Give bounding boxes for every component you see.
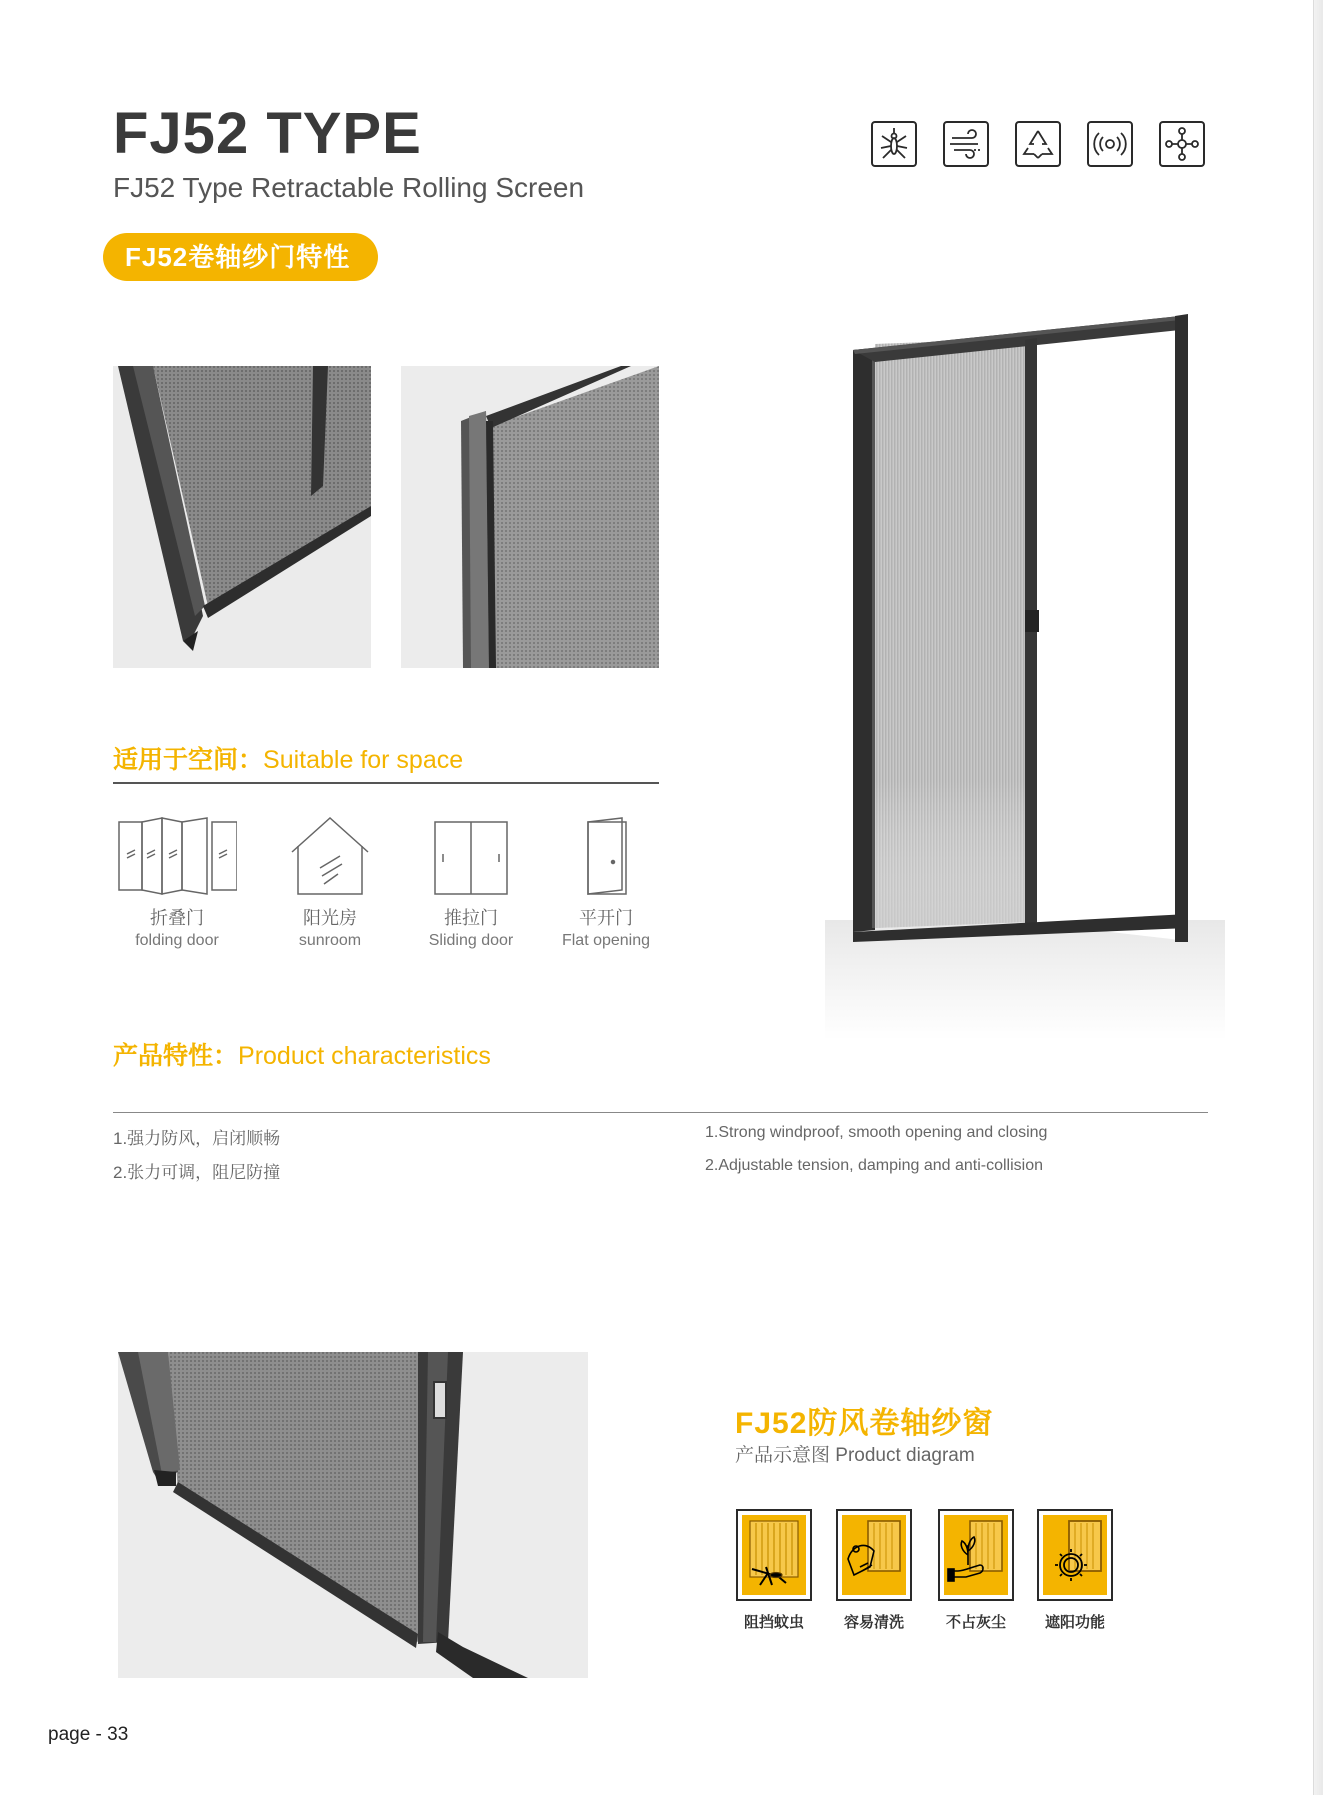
easy-clean-icon	[842, 1515, 906, 1595]
product-photo-corner	[113, 366, 371, 668]
flat-opening-door-icon	[546, 816, 666, 896]
block-mosquito-icon	[742, 1515, 806, 1595]
space-item-sunroom	[270, 816, 390, 950]
folding-door-icon	[117, 816, 237, 896]
door-product-image	[825, 300, 1225, 1040]
feature-en-1: 1.Strong windproof, smooth opening and closing	[705, 1124, 1048, 1141]
suitable-heading-zh: 适用于空间：	[113, 746, 264, 774]
mosquito-icon	[871, 121, 917, 167]
feature-label: 阻挡蚊虫	[743, 1614, 804, 1631]
dust-free-icon	[944, 1515, 1008, 1595]
space-label-en: Flat opening	[561, 932, 651, 949]
feature-badge: FJ52卷轴纱门特性	[103, 233, 378, 281]
space-label-en: sunroom	[298, 932, 362, 949]
suitable-divider	[113, 782, 659, 784]
suitable-heading	[113, 740, 463, 776]
space-label-zh: 推拉门	[444, 908, 498, 928]
recycle-icon	[1015, 121, 1061, 167]
space-item-sliding-door	[411, 816, 531, 950]
wind-icon	[943, 121, 989, 167]
sunshade-icon	[1043, 1515, 1107, 1595]
page-title: FJ52 TYPE	[113, 101, 422, 166]
feature-label: 容易清洗	[843, 1614, 904, 1631]
space-label-zh: 折叠门	[150, 908, 204, 928]
characteristics-divider	[113, 1112, 1208, 1113]
feature-label: 遮阳功能	[1044, 1614, 1105, 1631]
feature-dust-free	[938, 1509, 1014, 1632]
space-label-zh: 阳光房	[303, 908, 357, 928]
diagram-subtitle: 产品示意图 Product diagram	[735, 1445, 975, 1466]
space-label-en: folding door	[135, 932, 219, 949]
feature-easy-clean	[836, 1509, 912, 1632]
characteristics-heading-zh: 产品特性：	[113, 1042, 239, 1070]
connection-icon	[1159, 121, 1205, 167]
space-label-en: Sliding door	[428, 932, 514, 949]
suitable-heading-en: Suitable for space	[263, 746, 464, 774]
page-edge-line	[1313, 0, 1314, 1795]
feature-label: 不占灰尘	[945, 1614, 1006, 1631]
space-item-folding-door	[117, 816, 237, 950]
page-number: page - 33	[48, 1724, 129, 1745]
feature-zh-1: 1.强力防风，启闭顺畅	[113, 1129, 281, 1148]
product-photo-frame-detail	[118, 1352, 588, 1678]
sound-wave-icon	[1087, 121, 1133, 167]
page-subtitle: FJ52 Type Retractable Rolling Screen	[113, 172, 585, 203]
feature-block-mosquito	[736, 1509, 812, 1632]
product-photo-top	[401, 366, 659, 668]
characteristics-heading-en: Product characteristics	[238, 1042, 491, 1070]
page-edge-shadow	[1313, 0, 1323, 1795]
diagram-title: FJ52防风卷轴纱窗	[735, 1407, 994, 1440]
sliding-door-icon	[411, 816, 531, 896]
feature-zh-2: 2.张力可调，阻尼防撞	[113, 1163, 281, 1182]
space-item-flat-opening	[546, 816, 666, 950]
characteristics-heading	[113, 1036, 491, 1072]
feature-icon-row	[871, 121, 1205, 167]
space-label-zh: 平开门	[579, 908, 633, 928]
feature-en-2: 2.Adjustable tension, damping and anti-collision	[705, 1157, 1043, 1174]
sunroom-icon	[270, 816, 390, 896]
feature-sunshade	[1037, 1509, 1113, 1632]
